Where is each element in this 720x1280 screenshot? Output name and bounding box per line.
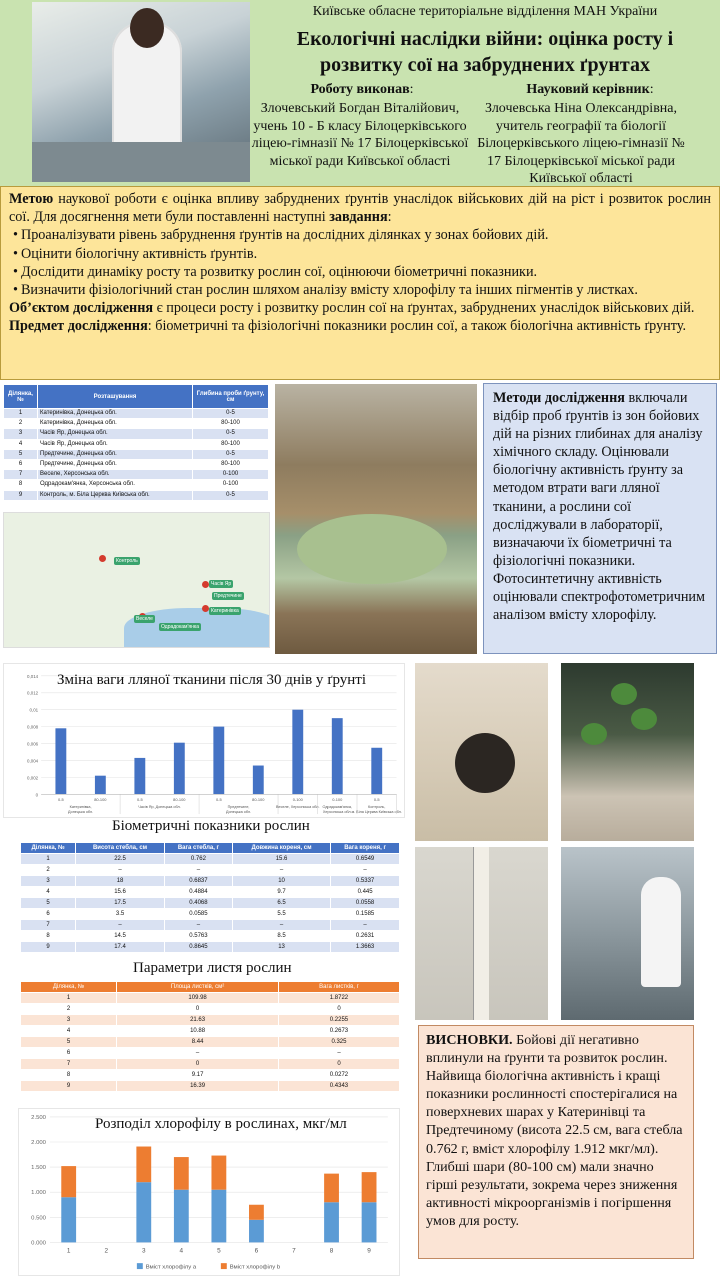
- table-cell: 0.6837: [164, 876, 232, 887]
- table-cell: 10.88: [117, 1026, 279, 1037]
- table-row: [21, 876, 400, 887]
- stacked-bar-segment: [362, 1172, 377, 1202]
- table-cell: 8: [21, 931, 76, 942]
- table-header: Вага кореня, г: [331, 843, 400, 854]
- conclusions-section: [418, 1025, 694, 1259]
- table-cell: 0.2255: [278, 1015, 399, 1026]
- table-cell: Катеринівка, Донецька обл.: [38, 419, 193, 429]
- x-tick-label: 0-5: [136, 797, 143, 803]
- x-tick-label: 7: [292, 1247, 296, 1255]
- table-cell: 21.63: [117, 1015, 279, 1026]
- table-row: [21, 1037, 400, 1048]
- task-item: • Оцінити біологічну активність ґрунтів.: [9, 245, 711, 263]
- table-cell: Предтечине, Донецька обл.: [38, 459, 193, 469]
- task-item: • Дослідити динаміку росту та розвитку рослин сої, оцінюючи біометричні показники.: [9, 263, 711, 281]
- y-tick-label: 0: [35, 792, 39, 798]
- table-cell: 15.6: [76, 887, 165, 898]
- table-cell: 7: [21, 1059, 117, 1070]
- x-tick-label: 0-5: [58, 797, 64, 803]
- table-row: [21, 865, 400, 876]
- table-row: [4, 449, 269, 459]
- table-row: [4, 490, 269, 500]
- object-text: є процеси росту і розвитку рослин сої на ґрунтах, забруднених унаслідок військових дій.: [153, 300, 695, 317]
- bar: [332, 718, 343, 794]
- stacked-bar-segment: [362, 1202, 377, 1242]
- table-header: Ділянка, №: [4, 385, 38, 409]
- table-cell: 17.4: [76, 942, 165, 953]
- table-header: Глибина проби ґрунту, см: [193, 385, 269, 409]
- goal-paragraph: [9, 190, 711, 226]
- soil-clump: [455, 733, 515, 793]
- table-row: [21, 1070, 400, 1081]
- table-cell: 4: [4, 439, 38, 449]
- table-row: [4, 419, 269, 429]
- tasks-colon: :: [387, 209, 392, 226]
- y-tick-label: 0.500: [31, 1215, 46, 1222]
- root-measurement-photo: [415, 847, 548, 1020]
- stacked-bar-segment: [61, 1166, 76, 1197]
- stacked-bar-segment: [61, 1197, 76, 1242]
- table-header: Довжина кореня, см: [232, 843, 330, 854]
- table-cell: 0.5763: [164, 931, 232, 942]
- bar: [371, 748, 382, 795]
- group-label: Донецька обл.: [226, 810, 252, 815]
- table-cell: 0.8645: [164, 942, 232, 953]
- table-cell: 5: [4, 449, 38, 459]
- table-cell: 1.3663: [331, 942, 400, 953]
- table-row: [21, 942, 400, 953]
- table-cell: 3: [21, 1015, 117, 1026]
- map-label: Катеринівка: [211, 608, 239, 614]
- stacked-bar-segment: [211, 1190, 226, 1243]
- table-cell: 1: [21, 993, 117, 1004]
- table-cell: 0.6549: [331, 854, 400, 865]
- table-cell: Предтечине, Донецька обл.: [38, 449, 193, 459]
- table-cell: 0: [117, 1059, 279, 1070]
- table-cell: 0.5337: [331, 876, 400, 887]
- methods-section: [483, 383, 717, 654]
- y-tick-label: 0,012: [27, 690, 39, 696]
- table-cell: 13: [232, 942, 330, 953]
- bar: [134, 758, 145, 794]
- table-cell: –: [278, 1048, 399, 1059]
- x-tick-label: 80-100: [94, 797, 107, 803]
- table-cell: Веселе, Херсонська обл.: [38, 470, 193, 480]
- table-cell: –: [164, 865, 232, 876]
- table-cell: 1: [21, 854, 76, 865]
- table-header: Висота стебла, см: [76, 843, 165, 854]
- soy-seedling-photo: [561, 663, 694, 841]
- table-cell: 0.0585: [164, 909, 232, 920]
- table-cell: 6: [4, 459, 38, 469]
- subject-word: Предмет дослідження: [9, 318, 148, 335]
- table-row: [4, 439, 269, 449]
- y-tick-label: 0,002: [27, 775, 39, 781]
- y-tick-label: 2.000: [31, 1139, 46, 1146]
- table-row: [21, 1081, 400, 1092]
- methods-lead: Методи дослідження: [493, 390, 625, 406]
- map-label: Веселе: [136, 616, 153, 622]
- x-tick-label: 6: [254, 1247, 259, 1255]
- table-cell: 0-100: [193, 480, 269, 490]
- table-cell: 0-5: [193, 409, 269, 419]
- table-header: Площа листків, см²: [117, 982, 279, 993]
- tasks-list: [9, 226, 711, 299]
- table-cell: 2: [21, 1004, 117, 1015]
- table-row: [21, 898, 400, 909]
- table-cell: –: [117, 1048, 279, 1059]
- table-cell: 16.39: [117, 1081, 279, 1092]
- table-header: Ділянка, №: [21, 843, 76, 854]
- poster-title: Екологічні наслідки війни: оцінка росту і розвитку сої на забруднених ґрунтах: [296, 28, 674, 76]
- y-tick-label: 2.500: [31, 1114, 46, 1121]
- biometrics-table: [20, 842, 400, 953]
- table-cell: Часів Яр, Донецька обл.: [38, 429, 193, 439]
- legend-label: Вміст хлорофілу b: [229, 1264, 281, 1271]
- x-tick-label: 9: [367, 1247, 371, 1255]
- goal-word: Метою: [9, 191, 54, 207]
- biometrics-body: [21, 854, 400, 953]
- stacked-bar-segment: [136, 1182, 151, 1242]
- table-cell: 0-100: [193, 470, 269, 480]
- table-cell: –: [164, 920, 232, 931]
- table-cell: 22.5: [76, 854, 165, 865]
- table-cell: 2: [21, 865, 76, 876]
- table-cell: –: [331, 865, 400, 876]
- map-pin: [202, 581, 209, 588]
- bar: [55, 728, 66, 794]
- object-word: Об’єктом дослідження: [9, 300, 154, 317]
- map-label: Предтечине: [214, 593, 242, 599]
- table-cell: 1.8722: [278, 993, 399, 1004]
- table-cell: –: [232, 865, 330, 876]
- student-lab-photo: [32, 2, 250, 182]
- author-colon: :: [409, 82, 414, 97]
- table-cell: 0.4343: [278, 1081, 399, 1092]
- sampling-map: [3, 512, 270, 648]
- table-cell: 0.4068: [164, 898, 232, 909]
- sampling-sites-table: [3, 384, 269, 501]
- student-at-spectrophotometer: [641, 877, 681, 987]
- methods-text: включали відбір проб ґрунтів із зон бойових дій на різних глибинах для аналізу хімічного складу. Оцінювали біологічну активність ґрунту за методом втрати ваги лляної тканини, а рослини сої досліджували в лабораторії, визначаючи їх біометричні та фізіологічні показники. Фотосинтетичну активність оцінювали спектрофотометричним аналізом вмісту хлорофілу.: [493, 390, 705, 624]
- crater-water: [297, 514, 447, 584]
- group-label: м. Біла Церква Київська обл.: [351, 810, 402, 815]
- table-cell: 109.98: [117, 993, 279, 1004]
- x-tick-label: 80-100: [173, 797, 186, 803]
- seedling-leaf: [631, 708, 657, 730]
- stacked-bar-segment: [174, 1157, 189, 1190]
- table-header: Вага листків, г: [278, 982, 399, 993]
- table-cell: –: [232, 920, 330, 931]
- stacked-bar-segment: [136, 1147, 151, 1183]
- table-row: [21, 920, 400, 931]
- y-tick-label: 0,008: [27, 724, 39, 730]
- group-label: Веселе, Херсонська обл.: [276, 805, 320, 810]
- table-cell: 0.4884: [164, 887, 232, 898]
- biometrics-header-row: [21, 843, 400, 854]
- y-tick-label: 0,006: [27, 741, 39, 747]
- table-cell: 7: [4, 470, 38, 480]
- leaf-params-title: Параметри листя рослин: [133, 960, 292, 976]
- x-tick-label: 0-100: [332, 797, 343, 803]
- table-cell: 0: [117, 1004, 279, 1015]
- table-cell: 5.5: [232, 909, 330, 920]
- supervisor-heading: [480, 82, 700, 98]
- subject-text: : біометричні та фізіологічні показники рослин сої, а також біологічна активність ґрунту.: [147, 318, 687, 335]
- ruler: [473, 847, 489, 1020]
- table-cell: 6: [21, 1048, 117, 1059]
- table-cell: 5: [21, 898, 76, 909]
- table-header: Вага стебла, г: [164, 843, 232, 854]
- table-cell: –: [76, 920, 165, 931]
- supervisor-colon: :: [649, 82, 654, 97]
- x-tick-label: 0-100: [292, 797, 303, 803]
- table-row: [21, 854, 400, 865]
- x-tick-label: 3: [141, 1247, 146, 1255]
- legend-swatch: [137, 1263, 143, 1269]
- table-cell: 3: [4, 429, 38, 439]
- table-cell: 1: [4, 409, 38, 419]
- stacked-bar-segment: [249, 1220, 264, 1243]
- table-row: [21, 887, 400, 898]
- table-cell: 9.17: [117, 1070, 279, 1081]
- x-tick-label: 8: [329, 1247, 334, 1255]
- legend-swatch: [221, 1263, 227, 1269]
- stacked-bar-segment: [324, 1202, 339, 1242]
- table-row: [4, 459, 269, 469]
- table-cell: 8: [21, 1070, 117, 1081]
- chlorophyll-chart: [18, 1108, 400, 1276]
- table-cell: 9.7: [232, 887, 330, 898]
- table-cell: 4: [21, 887, 76, 898]
- fabric-chart-title: Зміна ваги лляної тканини після 30 днів у ґрунті: [57, 672, 366, 688]
- table-row: [21, 1026, 400, 1037]
- table-row: [21, 909, 400, 920]
- table-cell: –: [331, 920, 400, 931]
- group-label: Часів Яр, Донецька обл.: [138, 805, 181, 810]
- table-cell: 8.44: [117, 1037, 279, 1048]
- stacked-bar-segment: [249, 1205, 264, 1220]
- y-tick-label: 0.000: [31, 1240, 46, 1247]
- bar: [213, 727, 224, 795]
- table-cell: Катеринівка, Донецька обл.: [38, 409, 193, 419]
- table-cell: 80-100: [193, 439, 269, 449]
- table-row: [4, 470, 269, 480]
- table-cell: 0.1585: [331, 909, 400, 920]
- table-cell: 15.6: [232, 854, 330, 865]
- table-cell: 2: [4, 419, 38, 429]
- leaf-header-row: [21, 982, 400, 993]
- x-tick-label: 0-5: [373, 797, 380, 803]
- table-cell: Контроль, м. Біла Церква Київська обл.: [38, 490, 193, 500]
- object-paragraph: [9, 299, 711, 317]
- author-heading: [252, 82, 472, 98]
- organization-name: Київське обласне територіальне відділення МАН України: [312, 4, 658, 19]
- task-item: • Визначити фізіологічний стан рослин шляхом аналізу вмісту хлорофілу та інших пігментів у листках.: [9, 281, 711, 299]
- table-header: Ділянка, №: [21, 982, 117, 993]
- bar: [95, 776, 106, 795]
- x-tick-label: 2: [104, 1247, 109, 1255]
- table-cell: 6.5: [232, 898, 330, 909]
- x-tick-label: 5: [217, 1247, 221, 1255]
- y-tick-label: 0,014: [27, 673, 39, 679]
- map-pin: [202, 605, 209, 612]
- x-tick-label: 4: [179, 1247, 184, 1255]
- supervisor-info: Злочевська Ніна Олександрівна, учитель географії та біології Білоцерківського ліцею-гімназії № 17 Білоцерківської міської ради Київської області: [477, 101, 685, 186]
- bar: [174, 743, 185, 795]
- table-cell: 8: [4, 480, 38, 490]
- x-tick-label: 80-100: [252, 797, 265, 803]
- tasks-word: завдання: [329, 209, 388, 226]
- y-tick-label: 0,01: [29, 707, 39, 713]
- table-row: [21, 993, 400, 1004]
- conclusions-lead: ВИСНОВКИ.: [426, 1032, 513, 1048]
- table-cell: –: [76, 865, 165, 876]
- table-cell: 10: [232, 876, 330, 887]
- subject-paragraph: [9, 317, 711, 335]
- table-row: [21, 1004, 400, 1015]
- table-header: Розташування: [38, 385, 193, 409]
- table-cell: 4: [21, 1026, 117, 1037]
- group-label: Донецька обл.: [68, 810, 94, 815]
- conclusions-text: Бойові дії негативно вплинули на ґрунти та розвиток рослин. Найвища біологічна активність і кращі показники рослинності спостерігалися на поверхневих шарах у Катеринівці та Предтечиному (висота 22.5 см, вага стебла 0.762 г, вміст хлорофілу 1.912 мкг/мл). Глибші шари (80-100 см) мали значно гірші результати, зокрема через зниження активності мікроорганізмів і погіршення умов для росту.: [426, 1032, 683, 1229]
- table-cell: Часів Яр, Донецька обл.: [38, 439, 193, 449]
- table-cell: 0.0558: [331, 898, 400, 909]
- author-label: Роботу виконав: [310, 82, 410, 97]
- table-cell: 3: [21, 876, 76, 887]
- stacked-bar-segment: [174, 1190, 189, 1243]
- table-row: [4, 409, 269, 419]
- table-row: [21, 931, 400, 942]
- biometrics-title: Біометричні показники рослин: [112, 818, 310, 834]
- author-info: Злочевський Богдан Віталійович, учень 10 - Б класу Білоцерківського ліцею-гімназії № 17 Білоцерківської міської ради Київської області: [251, 101, 469, 169]
- table-cell: 3.5: [76, 909, 165, 920]
- table-cell: 0.2631: [331, 931, 400, 942]
- group-label: Херсонська обл.: [322, 810, 352, 815]
- y-tick-label: 0,004: [27, 758, 39, 764]
- lab-work-photo: [561, 847, 694, 1020]
- table-row: [4, 429, 269, 439]
- bar: [253, 766, 264, 795]
- stacked-bar-segment: [324, 1174, 339, 1203]
- task-item: • Проаналізувати рівень забруднення ґрунтів на дослідних ділянках у зонах бойових дій.: [9, 226, 711, 244]
- table-cell: 8.5: [232, 931, 330, 942]
- table-row: [21, 1015, 400, 1026]
- goal-section: [0, 186, 720, 380]
- y-tick-label: 1.500: [31, 1165, 46, 1172]
- table-cell: 0-5: [193, 449, 269, 459]
- table-cell: 0: [278, 1059, 399, 1070]
- table-cell: 0.325: [278, 1037, 399, 1048]
- table-cell: 5: [21, 1037, 117, 1048]
- table-row: [21, 1048, 400, 1059]
- table-cell: 9: [4, 490, 38, 500]
- table-cell: 17.5: [76, 898, 165, 909]
- legend-label: Вміст хлорофілу a: [145, 1264, 197, 1271]
- sampling-sites-body: [4, 409, 269, 501]
- table-cell: 9: [21, 1081, 117, 1092]
- crater-photo: [275, 384, 477, 654]
- table-cell: 18: [76, 876, 165, 887]
- leaf-body: [21, 993, 400, 1092]
- lab-bench: [32, 142, 250, 182]
- leaf-params-table: [20, 981, 400, 1092]
- group-label: Катеринівка,: [69, 805, 92, 810]
- student-head: [130, 8, 164, 48]
- group-label: Предтечине,: [227, 805, 250, 810]
- map-label: Контроль: [116, 558, 138, 564]
- table-cell: 80-100: [193, 459, 269, 469]
- table-cell: 9: [21, 942, 76, 953]
- table-cell: 0.0272: [278, 1070, 399, 1081]
- table-cell: 0-5: [193, 429, 269, 439]
- table-cell: 0.445: [331, 887, 400, 898]
- table-row: [4, 480, 269, 490]
- group-label: Одрадокам'янка,: [322, 805, 353, 810]
- group-label: Контроль,: [368, 805, 386, 810]
- table-cell: 0-5: [193, 490, 269, 500]
- table-row: [21, 1059, 400, 1070]
- goal-text: наукової роботи є оцінка впливу забруднених ґрунтів унаслідок військових дій на ріст і розвиток рослин сої. Для досягнення мети були поставленні наступні: [9, 191, 711, 226]
- table-cell: 0.2673: [278, 1026, 399, 1037]
- table-cell: 7: [21, 920, 76, 931]
- table-cell: 6: [21, 909, 76, 920]
- table-cell: Одрадокам'янка, Херсонська обл.: [38, 480, 193, 490]
- seedling-leaf: [581, 723, 607, 745]
- soil-sample-photo: [415, 663, 548, 841]
- x-tick-label: 0-5: [215, 797, 222, 803]
- x-tick-label: 1: [66, 1247, 71, 1255]
- table-cell: 14.5: [76, 931, 165, 942]
- y-tick-label: 1.000: [31, 1190, 46, 1197]
- chlorophyll-chart-title: Розподіл хлорофілу в рослинах, мкг/мл: [95, 1116, 347, 1132]
- table-cell: 0.762: [164, 854, 232, 865]
- table-cell: 0: [278, 1004, 399, 1015]
- map-pin: [99, 555, 106, 562]
- stacked-bar-segment: [211, 1156, 226, 1190]
- supervisor-label: Науковий керівник: [526, 82, 650, 97]
- bar: [292, 710, 303, 795]
- table-cell: 80-100: [193, 419, 269, 429]
- seedling-leaf: [611, 683, 637, 705]
- map-label: Одрадокам'янка: [161, 624, 199, 630]
- map-label: Часів Яр: [211, 581, 232, 587]
